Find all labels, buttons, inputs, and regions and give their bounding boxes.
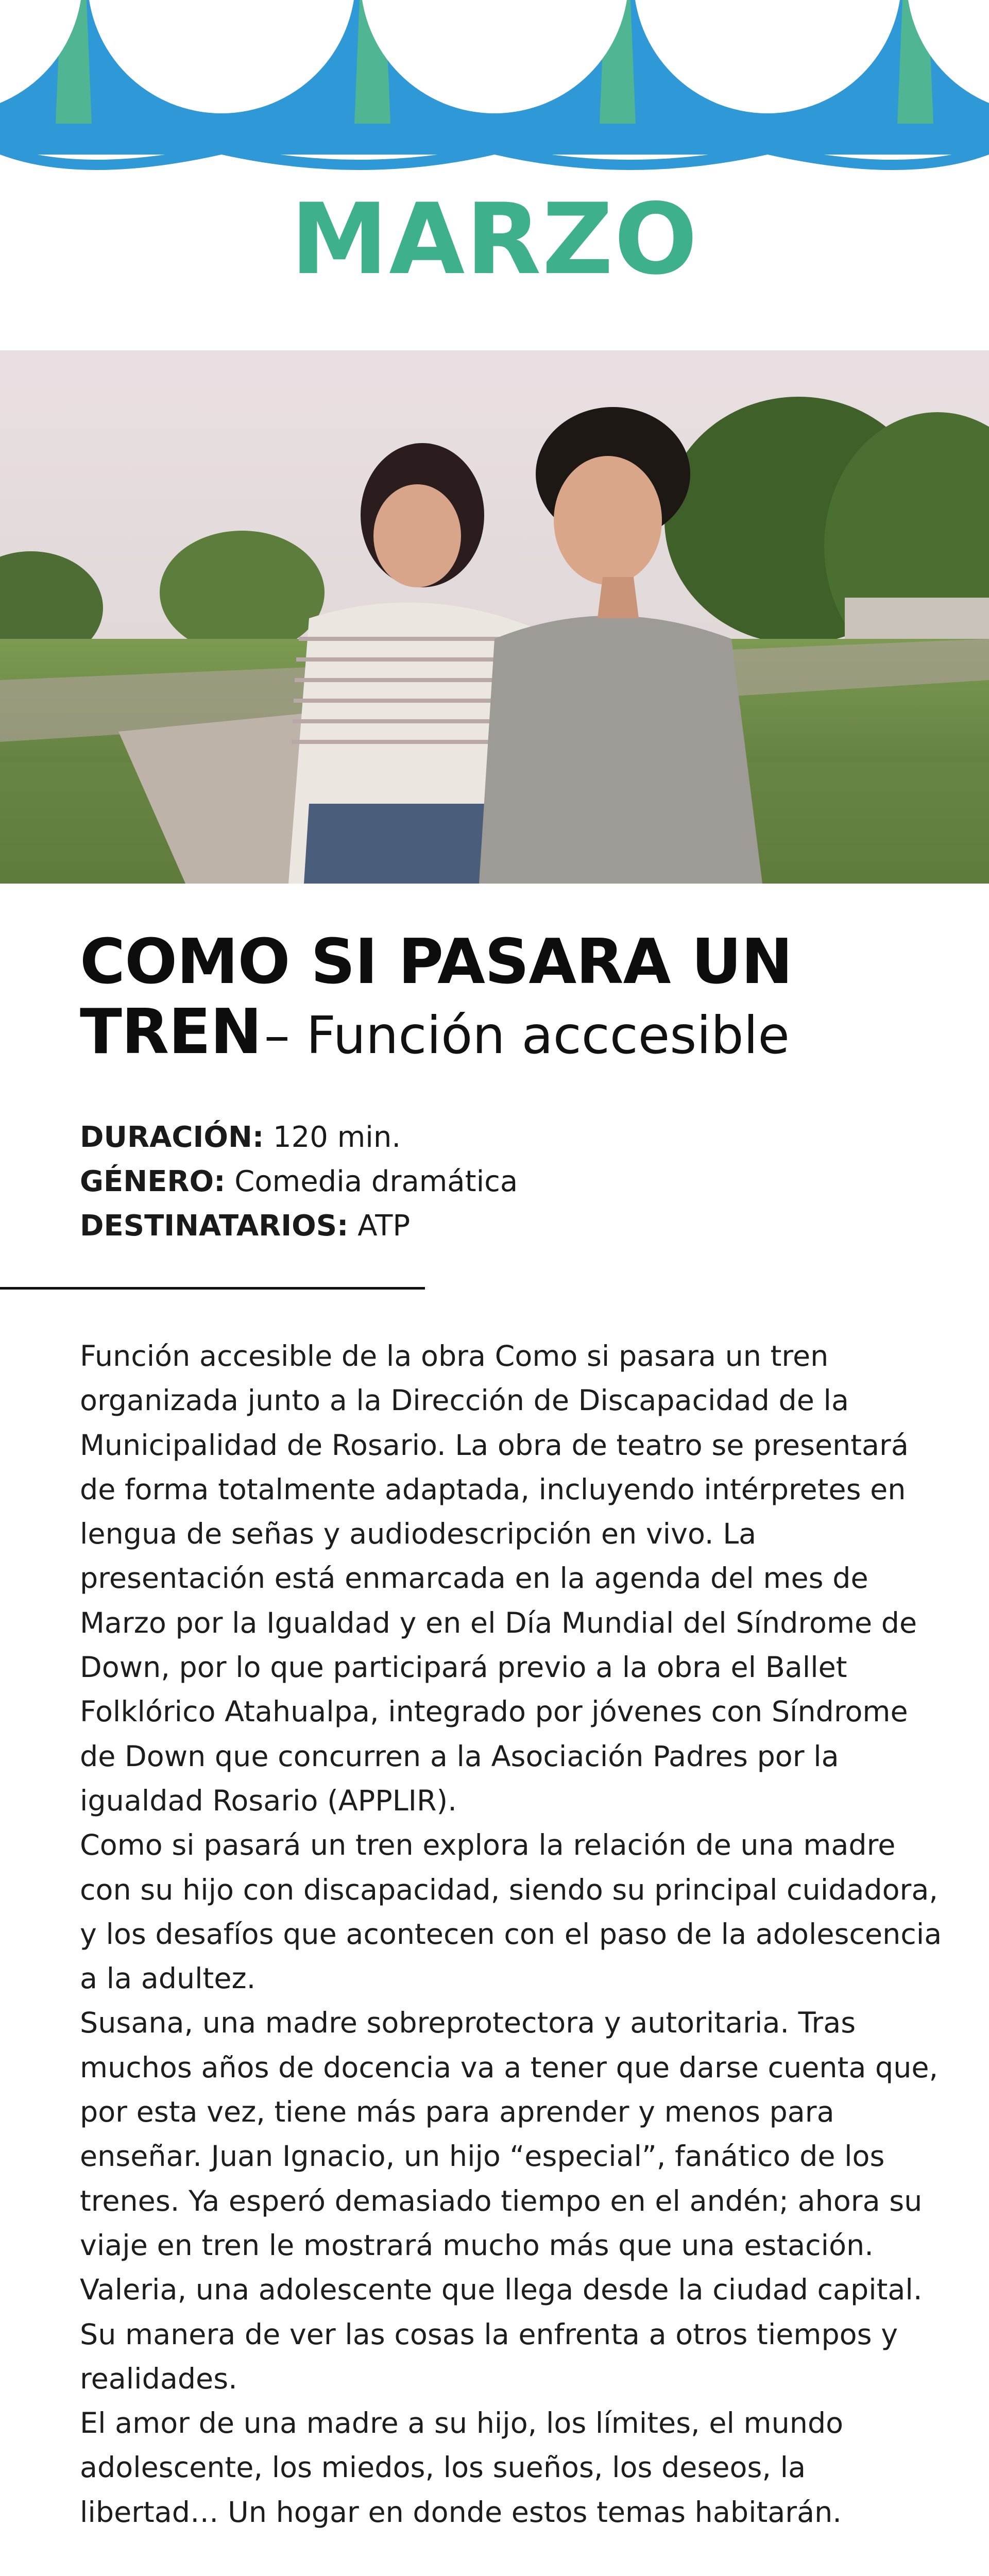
show-title-subtitle: – Función acccesible — [264, 1005, 790, 1065]
month-title: MARZO — [291, 182, 698, 296]
awning-decoration — [0, 0, 989, 185]
description-paragraph: Susana, una madre sobreprotectora y autoritaria. Tras muchos años de docencia va a tener que darse cuenta que, por esta vez, tiene más para aprender y menos para enseñar. Juan Ignacio, un hijo “especial”, fanático de los trenes. Ya esperó demasiado tiempo en el andén; ahora su viaje en tren le mostrará mucho más que una estación. Valeria, una adolescente que llega desde la ciudad capital. Su manera de ver las cosas la enfrenta a otros tiempos y realidades. — [80, 2006, 939, 2396]
show-photo — [0, 350, 989, 884]
show-meta — [80, 1115, 518, 1248]
description-paragraph: Función accesible de la obra Como si pasara un tren organizada junto a la Dirección de Discapacidad de la Municipalidad de Rosario. La obra de teatro se presentará de forma totalmente adaptada, incluyendo intérpretes en lengua de señas y audiodescripción en vivo. La presentación está enmarcada en la agenda del mes de Marzo por la Igualdad y en el Día Mundial del Síndrome de Down, por lo que participará previo a la obra el Ballet Folklórico Atahualpa, integrado por jóvenes con Síndrome de Down que concurren a la Asociación Padres por la igualdad Rosario (APPLIR). — [80, 1340, 917, 1818]
meta-duration: DURACIÓN: 120 min. — [80, 1121, 401, 1154]
description-paragraph: El amor de una madre a su hijo, los límites, el mundo adolescente, los miedos, los sueños, los deseos, la libertad… Un hogar en donde estos temas habitarán. — [80, 2406, 844, 2529]
show-title-main: COMO SI PASARA UN TREN — [80, 926, 793, 1068]
section-divider — [0, 1287, 425, 1290]
description-paragraph: Como si pasará un tren explora la relación de una madre con su hijo con discapacidad, siendo su principal cuidadora, y los desafíos que acontecen con el paso de la adolescencia a la adultez. — [80, 1828, 942, 1996]
show-title — [80, 927, 935, 1067]
header — [0, 0, 989, 350]
show-description — [80, 1334, 950, 2535]
meta-genre: GÉNERO: Comedia dramática — [80, 1165, 518, 1198]
meta-audience: DESTINATARIOS: ATP — [80, 1209, 411, 1243]
